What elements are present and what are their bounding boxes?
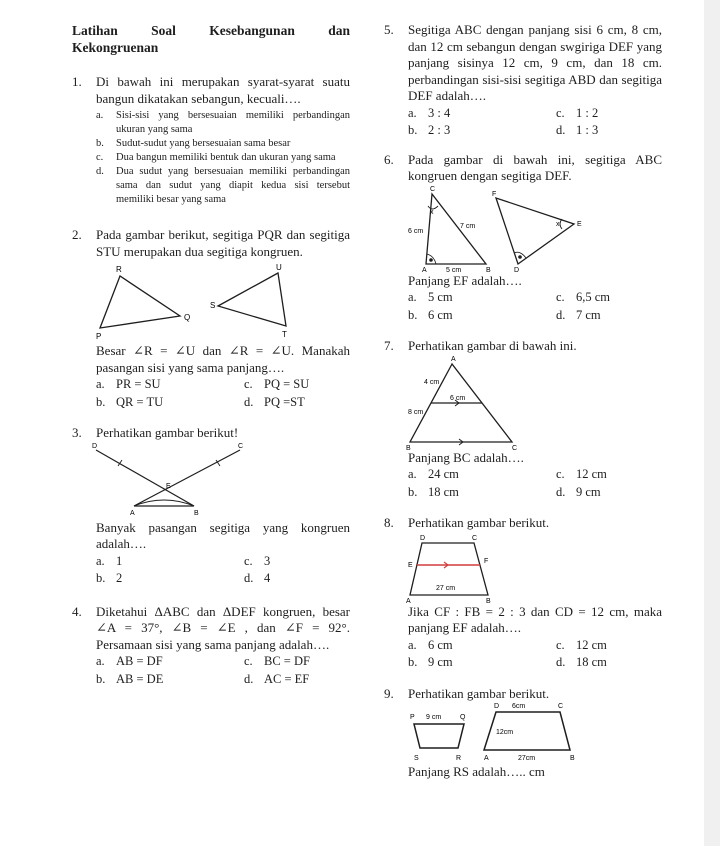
side-label: 27 cm (436, 584, 456, 592)
option-letter: b. (96, 394, 106, 409)
vertex-label: A (484, 755, 489, 762)
vertex-label: S (210, 301, 216, 310)
option-text: 2 : 3 (428, 123, 451, 137)
question-8 (384, 515, 662, 532)
question-number: 6. (384, 151, 394, 167)
option-b[interactable] (408, 122, 556, 140)
q7-options (408, 466, 662, 501)
option-d[interactable] (556, 654, 686, 672)
option-a[interactable] (408, 637, 556, 655)
option-b[interactable] (96, 137, 350, 151)
side-label: 6cm (512, 703, 526, 710)
question-stem-text: Banyak pasangan segitiga yang kongruen adalah…. (96, 519, 350, 551)
question-text: Pada gambar di bawah ini, segitiga ABC kongruen dengan segitiga DEF. (408, 151, 662, 183)
option-text: 12 cm (576, 467, 607, 481)
question-number: 8. (384, 515, 394, 530)
segment-ca (134, 450, 240, 506)
vertex-label: C (472, 534, 478, 542)
vertex-label: B (570, 755, 575, 762)
question-stem-text: Panjang EF adalah…. (408, 272, 522, 288)
vertex-label: B (406, 444, 411, 450)
option-letter: c. (244, 654, 253, 668)
option-letter: d. (244, 571, 254, 585)
question-stem-text: Panjang RS adalah….. cm (408, 764, 545, 779)
segment-db (96, 450, 194, 506)
option-b[interactable] (96, 671, 244, 689)
option-b[interactable] (408, 484, 556, 502)
side-label: 5 cm (446, 266, 462, 272)
title-word: Latihan (72, 23, 118, 38)
question-stem-text: Panjang BC adalah…. (408, 449, 524, 465)
option-letter: c. (556, 290, 565, 304)
question-stem (72, 343, 350, 376)
q5-options (408, 105, 662, 140)
option-text: BC = DF (264, 654, 310, 668)
q8-options (408, 637, 662, 672)
vertex-label: F (484, 557, 489, 565)
q3-crossing-figure (72, 442, 350, 518)
option-text: 6 cm (428, 637, 453, 652)
question-number: 9. (384, 685, 394, 701)
vertex-label: R (116, 265, 122, 274)
question-number: 3. (72, 425, 82, 440)
option-text: 12 cm (576, 637, 607, 652)
question-stem (384, 450, 662, 467)
option-text: 3 (264, 553, 271, 568)
option-letter: a. (96, 110, 104, 121)
side-label: 6 cm (408, 227, 424, 235)
option-text: PR = SU (116, 377, 161, 391)
vertex-label: E (166, 482, 171, 490)
vertex-label: C (430, 185, 436, 193)
option-a[interactable] (408, 466, 556, 484)
vertex-label: C (558, 703, 564, 710)
option-letter: a. (96, 553, 105, 568)
option-text: Dua bangun memiliki bentuk dan ukuran yang sama (116, 152, 336, 163)
question-text: Di bawah ini merupakan syarat-syarat suatu bangun dikatakan sebangun, kecuali…. (96, 74, 350, 106)
option-text: 3 : 4 (428, 105, 451, 120)
angle-dot (429, 258, 433, 262)
option-c[interactable] (556, 637, 686, 655)
option-letter: b. (408, 655, 418, 669)
option-text: 1 : 2 (576, 105, 599, 120)
option-text: 18 cm (576, 655, 607, 669)
question-7 (384, 338, 662, 355)
option-text: AB = DE (116, 671, 164, 686)
vertex-label: C (238, 442, 244, 450)
option-d[interactable] (556, 484, 686, 502)
option-letter: d. (556, 655, 566, 669)
vertex-label: P (410, 714, 415, 721)
option-letter: a. (96, 654, 105, 668)
right-column (384, 22, 662, 781)
option-a[interactable] (96, 109, 350, 137)
option-c[interactable] (244, 553, 374, 571)
vertex-label: D (420, 534, 426, 542)
option-letter: d. (244, 394, 254, 409)
title-line-2: Kekongruenan (72, 40, 159, 55)
side-label: 7 cm (460, 222, 476, 230)
option-letter: c. (556, 637, 565, 652)
triangle-stu (218, 273, 286, 326)
option-letter: b. (408, 484, 418, 499)
q7-triangle-figure (384, 356, 662, 450)
triangle-def (496, 198, 574, 264)
option-letter: c. (556, 105, 565, 120)
option-c[interactable] (96, 151, 350, 165)
vertex-label: B (194, 509, 199, 517)
option-d[interactable] (244, 394, 374, 412)
angle-label: x (556, 220, 560, 228)
question-stem-text: Jika CF : FB = 2 : 3 dan CD = 12 cm, maka panjang EF adalah…. (408, 603, 662, 635)
q4-options (96, 653, 350, 688)
title-word: dan (328, 23, 350, 38)
option-letter: a. (408, 105, 417, 120)
option-letter: a. (96, 377, 105, 391)
question-text: Perhatikan gambar berikut. (408, 515, 550, 530)
option-text: 5 cm (428, 290, 453, 304)
right-edge-strip (704, 0, 720, 846)
side-label: 4 cm (424, 378, 440, 386)
question-3 (72, 425, 350, 442)
question-stem-text: Besar ∠R = ∠U dan ∠R = ∠U. Manakah pasangan sisi yang sama panjang…. (96, 343, 350, 375)
option-text: 4 (264, 571, 271, 585)
vertex-label: F (492, 190, 497, 198)
option-d[interactable] (244, 570, 374, 588)
vertex-label: D (494, 703, 500, 710)
option-text: PQ =ST (264, 394, 305, 409)
option-text: QR = TU (116, 394, 164, 409)
option-letter: b. (96, 571, 106, 585)
vertex-label: U (276, 264, 282, 272)
option-b[interactable] (408, 307, 556, 325)
option-letter: b. (408, 307, 418, 322)
vertex-label: S (414, 755, 419, 762)
question-9 (384, 686, 662, 703)
question-6 (384, 152, 662, 185)
side-label: 12cm (496, 729, 514, 736)
side-label: 9 cm (426, 714, 442, 721)
vertex-label: E (577, 220, 582, 228)
question-text: Diketahui ΔABC dan ΔDEF kongruen, besar ∠A = 37°, ∠B = ∠E , dan ∠F = 92°. Persamaan sisi yang sama panjang adalah…. (96, 603, 350, 652)
option-a[interactable] (96, 653, 244, 671)
angle-label: x (430, 208, 434, 216)
option-text: AB = DF (116, 654, 163, 668)
option-letter: a. (408, 290, 417, 304)
title-word: Soal (151, 23, 176, 38)
option-text: 9 cm (576, 484, 601, 499)
vertex-label: T (282, 330, 287, 339)
option-text: 1 (116, 553, 123, 568)
question-1 (72, 74, 350, 107)
vertex-label: P (96, 332, 102, 341)
vertex-label: R (456, 755, 462, 762)
option-b[interactable] (96, 570, 244, 588)
option-text: 2 (116, 571, 123, 585)
option-text: 7 cm (576, 307, 601, 322)
vertex-label: A (130, 509, 135, 517)
vertex-label: E (408, 561, 413, 569)
q9-trapezoids-figure (384, 702, 662, 764)
option-letter: c. (244, 377, 253, 391)
vertex-label: D (92, 442, 98, 450)
option-text: 24 cm (428, 467, 459, 481)
vertex-label: A (422, 266, 427, 272)
option-letter: d. (556, 123, 566, 137)
option-a[interactable] (96, 553, 244, 571)
option-text: 6 cm (428, 307, 453, 322)
option-letter: d. (556, 484, 566, 499)
question-5 (384, 22, 662, 105)
option-d[interactable] (556, 122, 686, 140)
question-2 (72, 227, 350, 260)
vertex-label: Q (184, 313, 191, 322)
question-text: Perhatikan gambar di bawah ini. (408, 338, 577, 353)
option-text: 18 cm (428, 484, 459, 499)
question-number: 4. (72, 603, 82, 619)
q8-trapezoid-figure (384, 535, 662, 603)
vertex-label: A (406, 597, 411, 603)
option-letter: c. (96, 152, 104, 163)
vertex-label: Q (460, 714, 466, 721)
question-stem (384, 764, 662, 781)
vertex-label: B (486, 266, 491, 272)
worksheet-title (72, 22, 350, 56)
option-c[interactable] (556, 289, 686, 307)
option-letter: d. (244, 671, 254, 686)
question-stem (384, 273, 662, 290)
option-b[interactable] (408, 654, 556, 672)
option-text: PQ = SU (264, 377, 310, 391)
option-text: Sisi-sisi yang bersesuaian memiliki perbandingan ukuran yang sama (116, 110, 350, 135)
angle-dot (518, 255, 522, 259)
question-number: 1. (72, 74, 82, 89)
side-label: 27cm (518, 755, 536, 762)
question-4 (72, 604, 350, 654)
option-d[interactable] (244, 671, 374, 689)
question-text: Pada gambar berikut, segitiga PQR dan segitiga STU merupakan dua segitiga kongruen. (96, 227, 350, 259)
option-text: Dua sudut yang bersesuaian memiliki perbandingan sama dan sudut yang diapit kedua sisi tersebut memiliki besar yang sama (116, 166, 350, 205)
question-number: 5. (384, 22, 394, 37)
question-number: 7. (384, 338, 394, 353)
option-letter: b. (96, 138, 104, 149)
option-a[interactable] (408, 289, 556, 307)
q3-options (96, 553, 350, 588)
option-text: 6,5 cm (576, 290, 611, 304)
question-stem (384, 604, 662, 637)
option-c[interactable] (556, 466, 686, 484)
option-c[interactable] (244, 376, 374, 394)
question-number: 2. (72, 227, 82, 242)
q6-triangles-figure (384, 186, 662, 272)
vertex-label: D (514, 266, 520, 272)
title-word: Kesebangunan (209, 23, 295, 38)
question-text: Segitiga ABC dengan panjang sisi 6 cm, 8 cm, dan 12 cm sebangun dengan swgiriga DEF yang panjang sisinya 12 cm, 9 cm, dan 18 cm. perbandingan sisi-sisi segitiga ABD dan segitiga DEF adalah…. (408, 22, 662, 103)
option-letter: b. (96, 671, 106, 686)
question-text: Perhatikan gambar berikut. (408, 685, 550, 701)
side-label: 8 cm (408, 408, 424, 416)
option-b[interactable] (96, 394, 244, 412)
option-letter: c. (556, 467, 565, 481)
option-text: 9 cm (428, 655, 453, 669)
q2-triangles-figure (72, 264, 350, 342)
option-c[interactable] (244, 653, 374, 671)
trapezoid-pqrs (414, 724, 464, 748)
option-letter: c. (244, 553, 253, 568)
option-letter: a. (408, 637, 417, 652)
q6-options (408, 289, 662, 324)
triangle-abc (426, 194, 486, 264)
triangle-pqr (100, 276, 180, 328)
option-text: Sudut-sudut yang bersesuaian sama besar (116, 138, 291, 149)
question-text: Perhatikan gambar berikut! (96, 425, 239, 440)
vertex-label: B (486, 597, 491, 603)
vertex-label: C (512, 444, 518, 450)
option-d[interactable] (556, 307, 686, 325)
side-label: 6 cm (450, 394, 466, 402)
option-a[interactable] (408, 105, 556, 123)
option-c[interactable] (556, 105, 686, 123)
option-letter: d. (556, 307, 566, 322)
option-d[interactable] (96, 165, 350, 207)
option-a[interactable] (96, 376, 244, 394)
question-stem (72, 520, 350, 553)
option-text: AC = EF (264, 671, 310, 686)
vertex-label: A (451, 355, 456, 363)
option-letter: d. (96, 166, 104, 177)
option-text: 1 : 3 (576, 123, 599, 137)
q2-options (96, 376, 350, 411)
option-letter: b. (408, 123, 418, 137)
option-letter: a. (408, 467, 417, 481)
left-column (72, 22, 350, 688)
